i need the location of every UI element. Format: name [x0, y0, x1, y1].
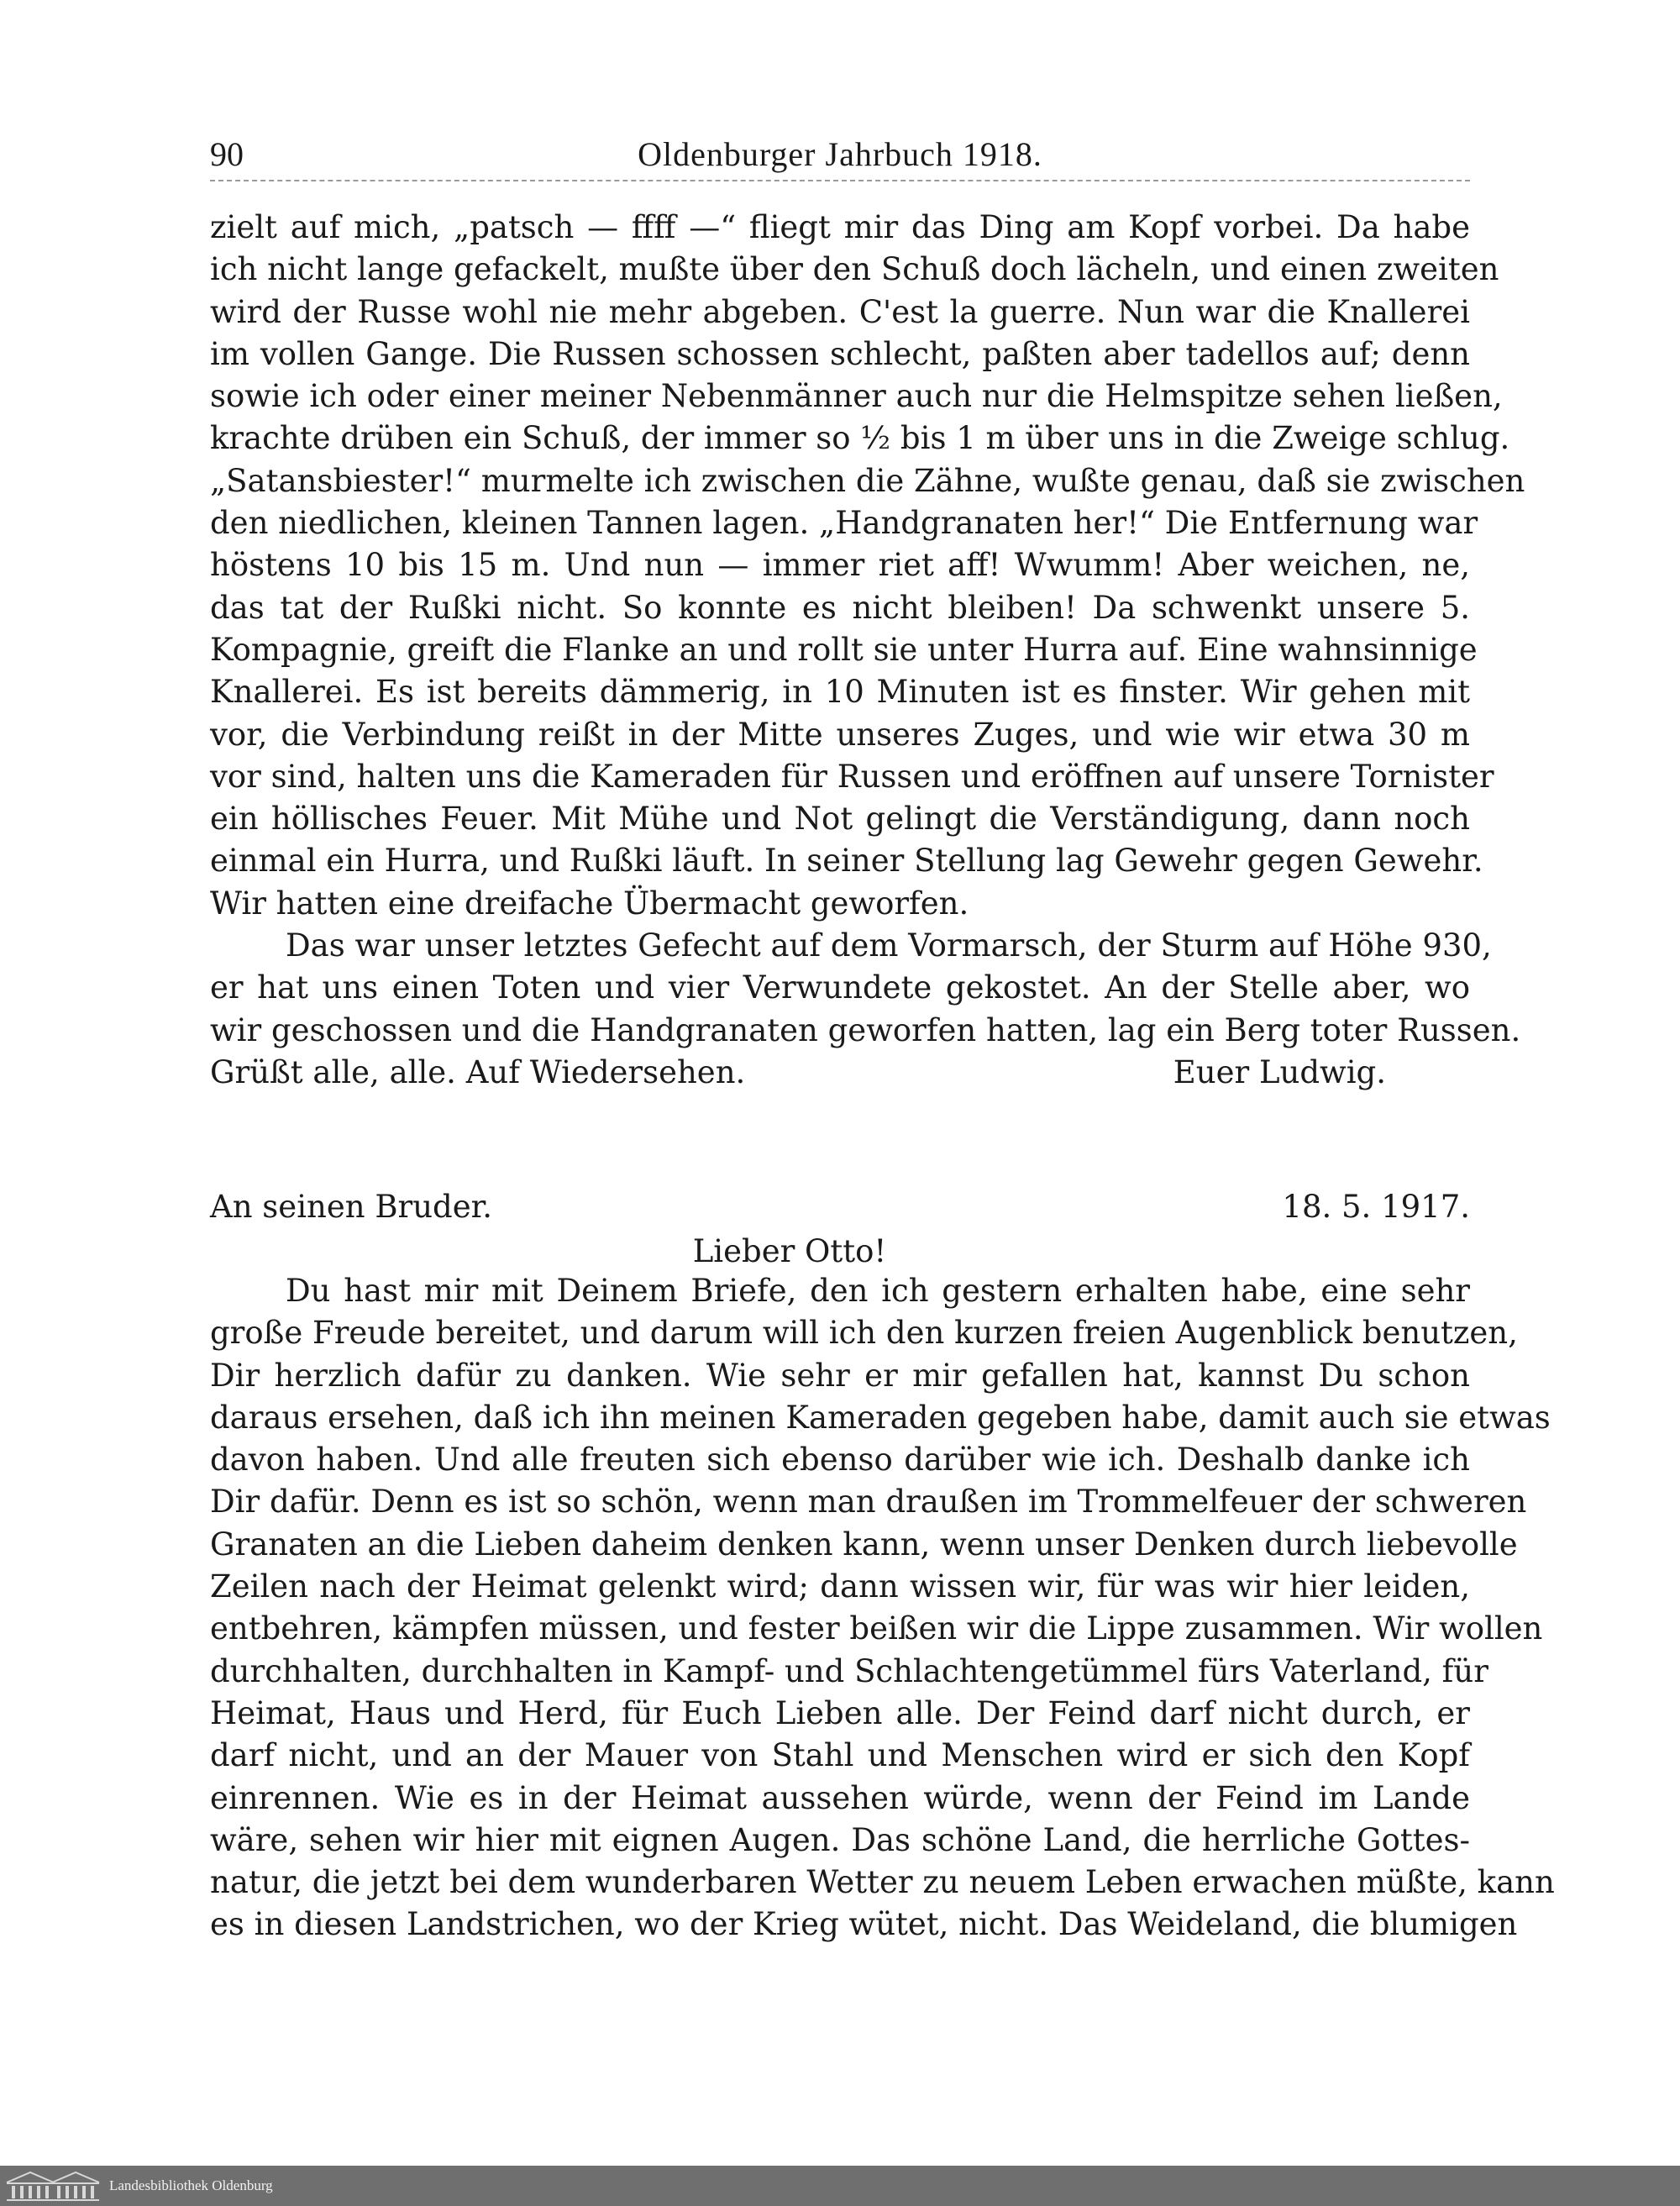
text-line: ein höllisches Feuer. Mit Mühe und Not gelingt die Verständigung, dann noch: [210, 801, 1470, 838]
footer-bar: [0, 2166, 1680, 2206]
text-line: höstens 10 bis 15 m. Und nun — immer riet aff! Wwumm! Aber weichen, ne,: [210, 547, 1470, 584]
text-line: einmal ein Hurra, und Rußki läuft. In seiner Stellung lag Gewehr gegen Gewehr.: [210, 843, 1483, 880]
text-line: es in diesen Landstrichen, wo der Krieg wütet, nicht. Das Weideland, die blumigen: [210, 1906, 1518, 1943]
text-line: das tat der Rußki nicht. So konnte es nicht bleiben! Da schwenkt unsere 5.: [210, 589, 1470, 626]
text-line: vor sind, halten uns die Kameraden für Russen und eröffnen auf unsere Tornister: [210, 758, 1494, 795]
page-header: [210, 133, 1470, 185]
text-line: Heimat, Haus und Herd, für Euch Lieben alle. Der Feind darf nicht durch, er: [210, 1694, 1470, 1731]
salutation: Lieber Otto!: [692, 1233, 887, 1269]
text-line: krachte drüben ein Schuß, der immer so ½ bis 1 m über uns in die Zweige schlug.: [210, 420, 1510, 457]
text-line: Dir herzlich dafür zu danken. Wie sehr er mir gefallen hat, kannst Du schon: [210, 1357, 1470, 1394]
page-number: 90: [210, 135, 244, 173]
text-line: daraus ersehen, daß ich ihn meinen Kameraden gegeben habe, damit auch sie etwas: [210, 1399, 1551, 1436]
letter-two-heading: [210, 1184, 1470, 1274]
addressee: An seinen Bruder.: [210, 1189, 493, 1225]
text-line: Kompagnie, greift die Flanke an und rollt sie unter Hurra auf. Eine wahnsinnige: [210, 631, 1478, 668]
text-line: ich nicht lange gefackelt, mußte über den Schuß doch lächeln, und einen zweiten: [210, 251, 1499, 288]
text-line: natur, die jetzt bei dem wunderbaren Wetter zu neuem Leben erwachen müßte, kann: [210, 1864, 1555, 1901]
text-line: zielt auf mich, „patsch — ffff —“ fliegt mir das Ding am Kopf vorbei. Da habe: [210, 209, 1470, 245]
header-rule: [210, 180, 1470, 181]
text-line: Knallerei. Es ist bereits dämmerig, in 10 Minuten ist es finster. Wir gehen mit: [210, 674, 1470, 711]
text-line: Du hast mir mit Deinem Briefe, den ich gestern erhalten habe, eine sehr: [286, 1273, 1470, 1309]
text-line: davon haben. Und alle freuten sich ebenso darüber wie ich. Deshalb danke ich: [210, 1442, 1470, 1479]
text-line: wird der Russe wohl nie mehr abgeben. C'est la guerre. Nun war die Knallerei: [210, 293, 1470, 330]
text-line: vor, die Verbindung reißt in der Mitte unseres Zuges, und wie wir etwa 30 m: [210, 716, 1470, 753]
text-line: er hat uns einen Toten und vier Verwundete gekostet. An der Stelle aber, wo: [210, 969, 1470, 1006]
signature: Euer Ludwig.: [1173, 1053, 1386, 1090]
text-line: im vollen Gange. Die Russen schossen schlecht, paßten aber tadellos auf; denn: [210, 335, 1470, 372]
text-line: „Satansbiester!“ murmelte ich zwischen die Zähne, wußte genau, daß sie zwischen: [210, 462, 1525, 499]
text-line: Granaten an die Lieben daheim denken kann, wenn unser Denken durch liebevolle: [210, 1526, 1518, 1563]
text-line: sowie ich oder einer meiner Nebenmänner auch nur die Helmspitze sehen ließen,: [210, 378, 1503, 415]
letter-date: 18. 5. 1917.: [1282, 1189, 1470, 1225]
library-building-icon: [5, 2169, 101, 2203]
text-line: entbehren, kämpfen müssen, und fester beißen wir die Lippe zusammen. Wir wollen: [210, 1610, 1543, 1647]
text-line: Dir dafür. Denn es ist so schön, wenn man draußen im Trommelfeuer der schweren: [210, 1484, 1527, 1521]
letter-one-body: [210, 207, 1525, 1094]
running-title: Oldenburger Jahrbuch 1918.: [638, 135, 1042, 173]
letter-two-body: [210, 1270, 1555, 1946]
closing-text: Grüßt alle, alle. Auf Wiedersehen.: [210, 1053, 746, 1090]
text-line: Das war unser letztes Gefecht auf dem Vormarsch, der Sturm auf Höhe 930,: [286, 927, 1492, 964]
text-line: Wir hatten eine dreifache Übermacht geworfen.: [210, 885, 969, 922]
text-line: Zeilen nach der Heimat gelenkt wird; dann wissen wir, für was wir hier leiden,: [210, 1568, 1470, 1605]
text-line: einrennen. Wie es in der Heimat aussehen würde, wenn der Feind im Lande: [210, 1779, 1470, 1816]
library-name: Landesbibliothek Oldenburg: [109, 2177, 273, 2193]
text-line: große Freude bereitet, und darum will ich den kurzen freien Augenblick benutzen,: [210, 1315, 1518, 1352]
text-line: den niedlichen, kleinen Tannen lagen. „Handgranaten her!“ Die Entfernung war: [210, 505, 1478, 542]
text-line: durchhalten, durchhalten in Kampf- und Schlachtengetümmel fürs Vaterland, für: [210, 1652, 1488, 1689]
text-line: wir geschossen und die Handgranaten geworfen hatten, lag ein Berg toter Russen.: [210, 1011, 1521, 1048]
closing-line: [210, 1052, 1470, 1094]
text-line: darf nicht, und an der Mauer von Stahl und Menschen wird er sich den Kopf: [210, 1737, 1470, 1774]
text-line: wäre, sehen wir hier mit eignen Augen. Das schöne Land, die herrliche Gottes-: [210, 1821, 1470, 1858]
address-line: [210, 1184, 1470, 1230]
